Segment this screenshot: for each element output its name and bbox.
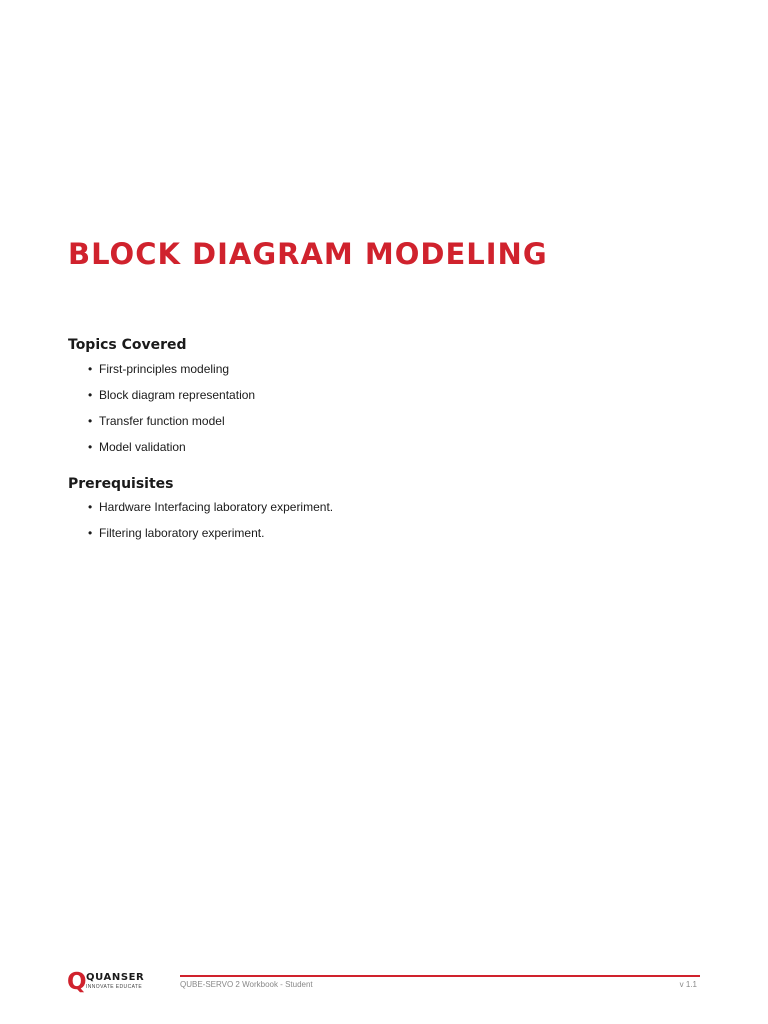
prerequisites-list (88, 500, 333, 552)
list-item: • Transfer function model (88, 414, 255, 440)
logo-tagline: INNOVATE EDUCATE (86, 984, 143, 990)
logo-wordmark: QUANSER (86, 972, 145, 983)
footer-divider (180, 975, 700, 977)
footer-version: v 1.1 (679, 980, 697, 989)
chapter-title: BLOCK DIAGRAM MODELING (68, 237, 548, 271)
list-item: • First-principles modeling (88, 362, 255, 388)
quanser-logo (67, 970, 167, 994)
list-item: • Model validation (88, 440, 255, 466)
list-item: • Hardware Interfacing laboratory experiment. (88, 500, 333, 526)
list-item: • Block diagram representation (88, 388, 255, 414)
prerequisites-heading: Prerequisites (68, 476, 174, 492)
footer-document-title: QUBE-SERVO 2 Workbook - Student (180, 980, 313, 989)
topics-covered-heading: Topics Covered (68, 337, 187, 353)
topics-covered-list (88, 362, 255, 466)
list-item: • Filtering laboratory experiment. (88, 526, 333, 552)
logo-q-mark: Q (67, 969, 87, 995)
